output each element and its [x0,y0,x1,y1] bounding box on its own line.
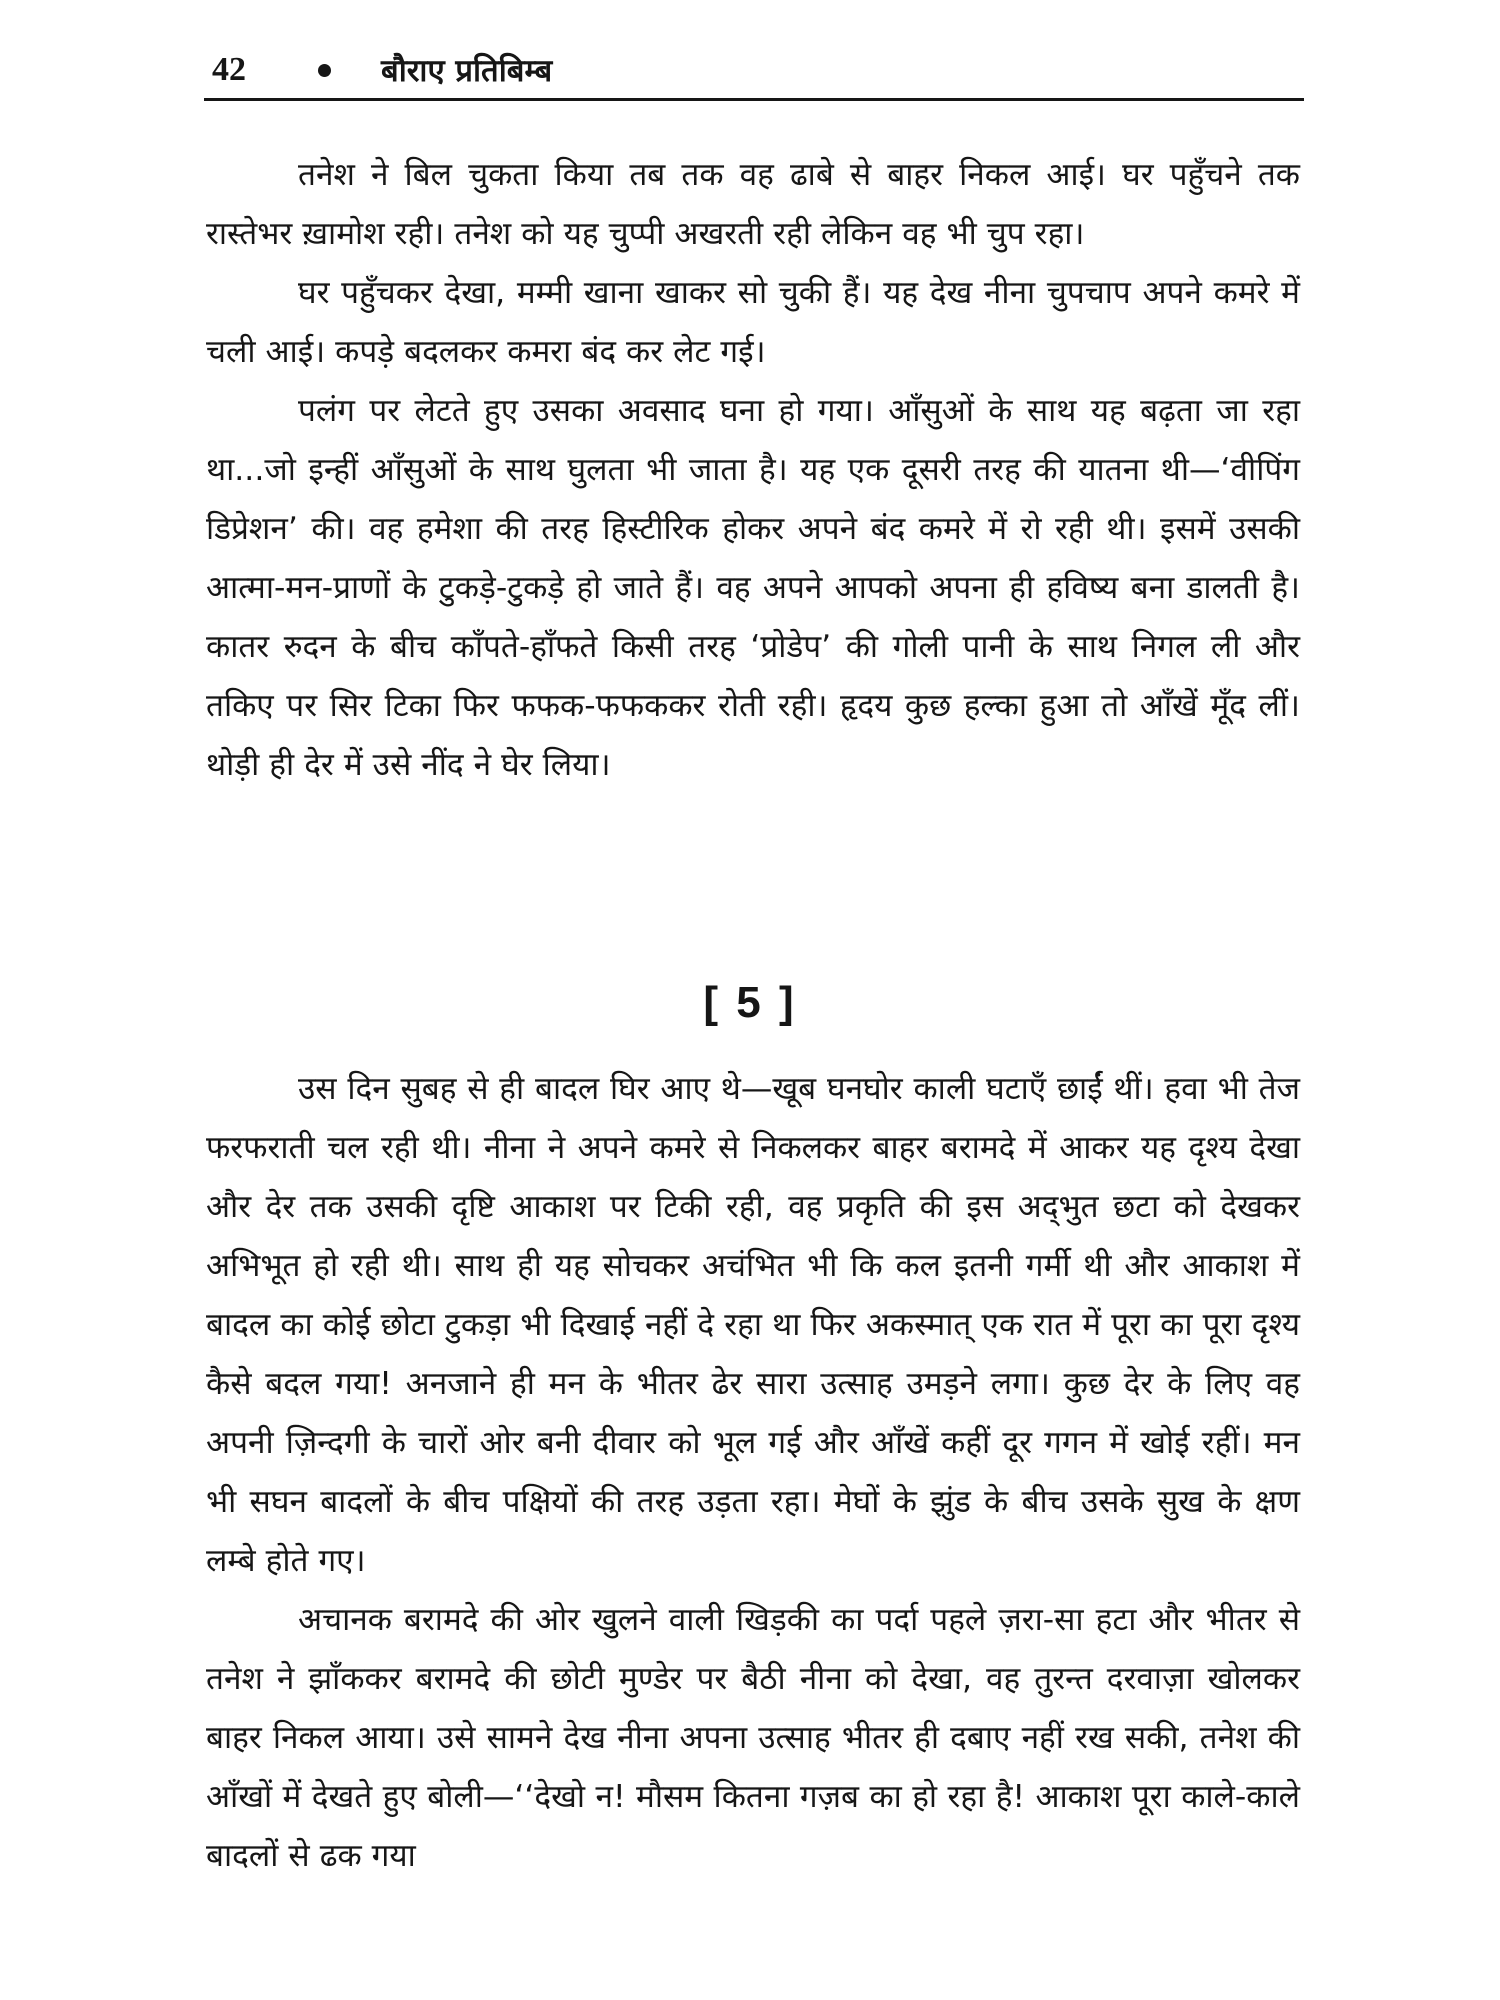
page-number: 42 [212,51,246,88]
paragraph: उस दिन सुबह से ही बादल घिर आए थे—खूब घनघोर काली घटाएँ छाईं थीं। हवा भी तेज फरफराती चल रही थी। नीना ने अपने कमरे से निकलकर बाहर बरामदे में आकर यह दृश्य देखा और देर तक उसकी दृष्टि आकाश पर टिकी रही, वह प्रकृति की इस अद्‌भुत छटा को देखकर अभिभूत हो रही थी। साथ ही यह सोचकर अचंभित भी कि कल इतनी गर्मी थी और आकाश में बादल का कोई छोटा टुकड़ा भी दिखाई नहीं दे रहा था फिर अकस्मात् एक रात में पूरा का पूरा दृश्य कैसे बदल गया! अनजाने ही मन के भीतर ढेर सारा उत्साह उमड़ने लगा। कुछ देर के लिए वह अपनी ज़िन्दगी के चारों ओर बनी दीवार को भूल गई और आँखें कहीं दूर गगन में खोई रहीं। मन भी सघन बादलों के बीच पक्षियों की तरह उड़ता रहा। मेघों के झुंड के बीच उसके सुख के क्षण लम्बे होते गए। [206,1071,1300,1579]
chapter-heading: [ 5 ] [703,978,797,1027]
header-rule [204,98,1304,101]
paragraph: पलंग पर लेटते हुए उसका अवसाद घना हो गया। आँसुओं के साथ यह बढ़ता जा रहा था...जो इन्हीं आँसुओं के साथ घुलता भी जाता है। यह एक दूसरी तरह की यातना थी—‘वीपिंग डिप्रेशन’ की। वह हमेशा की तरह हिस्टीरिक होकर अपने बंद कमरे में रो रही थी। इसमें उसकी आत्मा-मन-प्राणों के टुकड़े-टुकड़े हो जाते हैं। वह अपने आपको अपना ही हविष्य बना डालती है। कातर रुदन के बीच काँपते-हाँफते किसी तरह ‘प्रोडेप’ की गोली पानी के साथ निगल ली और तकिए पर सिर टिका फिर फफक-फफककर रोती रही। हृदय कुछ हल्का हुआ तो आँखें मूँद लीं। थोड़ी ही देर में उसे नींद ने घेर लिया। [206,393,1300,783]
book-title: बौराए प्रतिबिम्ब [381,53,553,89]
bullet-icon [318,64,331,77]
section-two-text [206,1060,1300,1886]
paragraph: घर पहुँचकर देखा, मम्मी खाना खाकर सो चुकी हैं। यह देख नीना चुपचाप अपने कमरे में चली आई। कपड़े बदलकर कमरा बंद कर लेट गई। [206,275,1300,370]
paragraph: तनेश ने बिल चुकता किया तब तक वह ढाबे से बाहर निकल आई। घर पहुँचने तक रास्तेभर ख़ामोश रही। तनेश को यह चुप्पी अखरती रही लेकिन वह भी चुप रहा। [206,157,1300,252]
section-one-text [206,146,1300,795]
running-header [212,40,1312,100]
paragraph: अचानक बरामदे की ओर खुलने वाली खिड़की का पर्दा पहले ज़रा-सा हटा और भीतर से तनेश ने झाँककर बरामदे की छोटी मुण्डेर पर बैठी नीना को देखा, वह तुरन्त दरवाज़ा खोलकर बाहर निकल आया। उसे सामने देख नीना अपना उत्साह भीतर ही दबाए नहीं रख सकी, तनेश की आँखों में देखते हुए बोली—‘‘देखो न! मौसम कितना गज़ब का हो रहा है! आकाश पूरा काले-काले बादलों से ढक गया [206,1602,1300,1874]
